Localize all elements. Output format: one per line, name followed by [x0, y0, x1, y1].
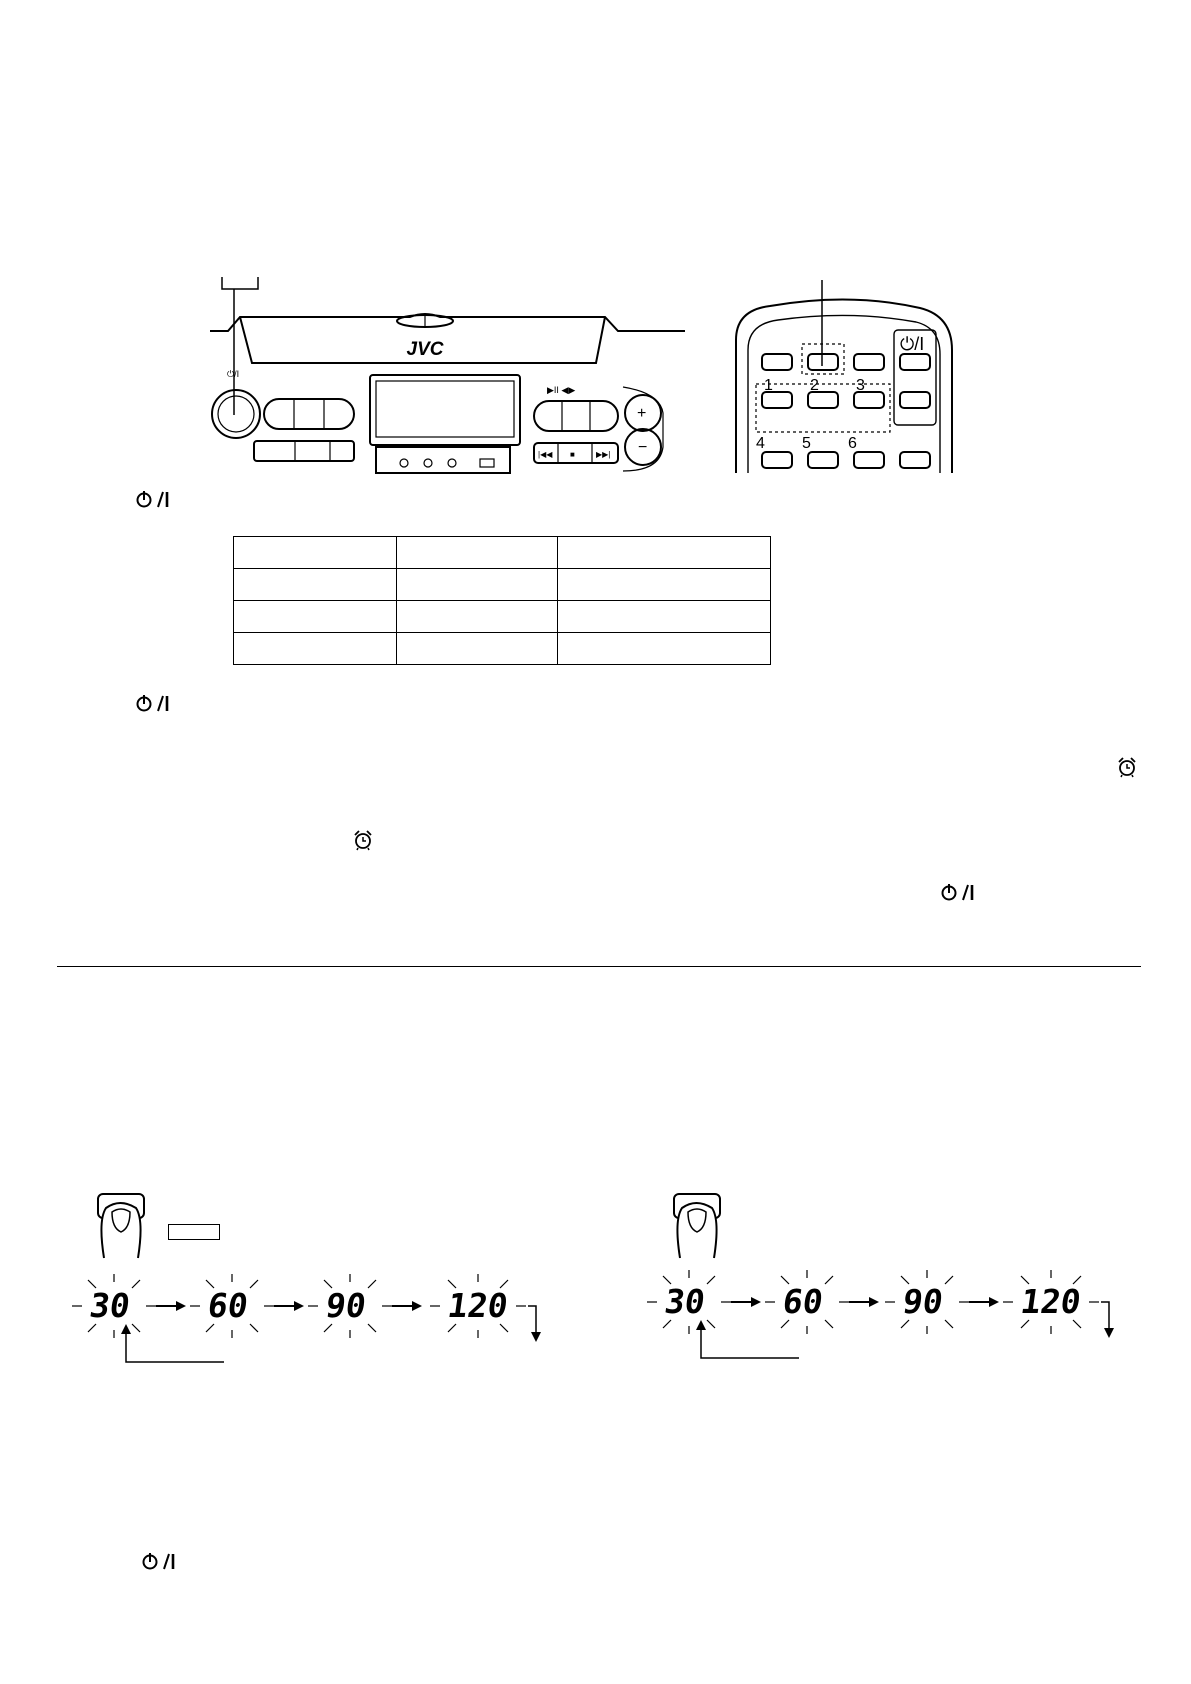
power-icon	[939, 881, 979, 903]
button-label-box	[168, 1224, 220, 1240]
sleep-time-value: 120	[445, 1286, 511, 1325]
svg-text:6: 6	[848, 435, 857, 452]
remote-control-illustration	[730, 280, 960, 475]
svg-text:|◀◀: |◀◀	[538, 450, 553, 459]
svg-text:⏻/I: ⏻/I	[900, 334, 925, 354]
sleep-time-value: 30	[662, 1282, 708, 1321]
power-icon	[134, 692, 174, 714]
svg-text:1: 1	[764, 377, 773, 394]
svg-text:+: +	[637, 405, 647, 422]
settings-table	[233, 536, 771, 665]
svg-text:−: −	[638, 439, 648, 456]
svg-text:4: 4	[756, 435, 765, 452]
table-row	[234, 601, 771, 633]
section-divider	[57, 966, 1141, 967]
sleep-time-value: 60	[205, 1286, 251, 1325]
table-row	[234, 537, 771, 569]
svg-text:⏻/I: ⏻/I	[227, 369, 240, 379]
svg-text:5: 5	[802, 435, 811, 452]
sleep-time-value: 60	[780, 1282, 826, 1321]
sleep-time-value: 90	[900, 1282, 946, 1321]
sleep-time-value: 30	[87, 1286, 133, 1325]
finger-pressing-button-icon	[668, 1190, 728, 1260]
svg-text:2: 2	[810, 377, 819, 394]
power-icon	[140, 1550, 180, 1572]
sleep-time-value: 120	[1018, 1282, 1084, 1321]
svg-text:▶II ◀▶: ▶II ◀▶	[547, 385, 576, 395]
svg-text:▶▶|: ▶▶|	[596, 450, 611, 459]
power-icon	[134, 488, 174, 510]
sleep-time-value: 90	[323, 1286, 369, 1325]
finger-pressing-button-icon	[92, 1190, 152, 1260]
main-unit-illustration	[200, 275, 690, 475]
svg-text:■: ■	[570, 450, 575, 459]
alarm-clock-icon	[352, 829, 374, 851]
jvc-logo: JVC	[406, 339, 444, 360]
table-row	[234, 569, 771, 601]
alarm-clock-icon	[1116, 756, 1138, 778]
table-row	[234, 633, 771, 665]
svg-text:3: 3	[856, 377, 865, 394]
